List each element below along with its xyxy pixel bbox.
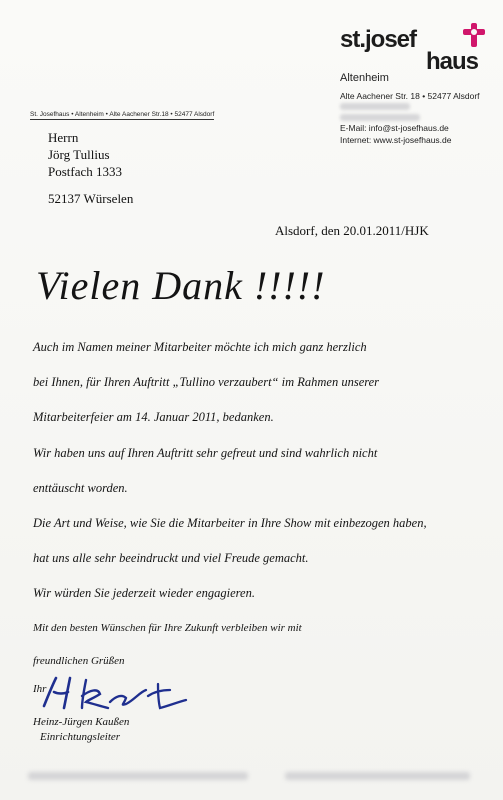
body-line-6: Die Art und Weise, wie Sie die Mitarbeiter in Ihre Show mit einbezogen haben,	[33, 516, 427, 530]
signer-title: Einrichtungsleiter	[40, 731, 121, 743]
body-line-7: hat uns alle sehr beeindruckt und viel Freude gemacht.	[33, 551, 309, 565]
body-line-8: Wir würden Sie jederzeit wieder engagieren.	[33, 586, 255, 600]
closing-line-3: Ihr	[33, 683, 47, 695]
sender-line: St. Josefhaus • Altenheim • Alte Aachener Str.18 • 52477 Alsdorf	[30, 111, 215, 118]
headline: Vielen Dank !!!!!	[36, 263, 326, 308]
redacted-footer-left	[28, 772, 248, 780]
recipient-city: 52137 Würselen	[48, 191, 134, 206]
closing-line-2: freundlichen Grüßen	[33, 655, 125, 667]
date-line: Alsdorf, den 20.01.2011/HJK	[275, 223, 429, 238]
recipient-name: Jörg Tullius	[48, 147, 110, 162]
body-line-1: Auch im Namen meiner Mitarbeiter möchte ich mich ganz herzlich	[33, 340, 367, 354]
closing-line-1: Mit den besten Wünschen für Ihre Zukunft verbleiben wir mit	[33, 622, 302, 634]
logo-text-part1: st.josef	[340, 26, 417, 53]
cross-icon	[460, 22, 488, 48]
letterhead-email: E-Mail: info@st-josefhaus.de	[340, 123, 449, 133]
redacted-footer-right	[285, 772, 470, 780]
redacted-phone-line	[340, 103, 410, 110]
letterhead-address: Alte Aachener Str. 18 • 52477 Alsdorf	[340, 91, 480, 101]
body-line-4: Wir haben uns auf Ihren Auftritt sehr gefreut und sind wahrlich nicht	[33, 446, 378, 460]
body-line-3: Mitarbeiterfeier am 14. Januar 2011, bedanken.	[33, 410, 274, 424]
body-line-2: bei Ihnen, für Ihren Auftritt „Tullino verzaubert“ im Rahmen unserer	[33, 375, 380, 389]
logo-text-part2: haus	[426, 48, 479, 75]
recipient-salutation: Herrn	[48, 130, 79, 145]
signer-name: Heinz-Jürgen Kaußen	[33, 716, 130, 728]
home-label: Altenheim	[340, 72, 389, 84]
letterhead-internet: Internet: www.st-josefhaus.de	[340, 135, 452, 145]
body-line-5: enttäuscht worden.	[33, 481, 128, 495]
redacted-fax-line	[340, 114, 420, 121]
handwritten-signature	[30, 672, 210, 716]
recipient-postbox: Postfach 1333	[48, 164, 123, 179]
